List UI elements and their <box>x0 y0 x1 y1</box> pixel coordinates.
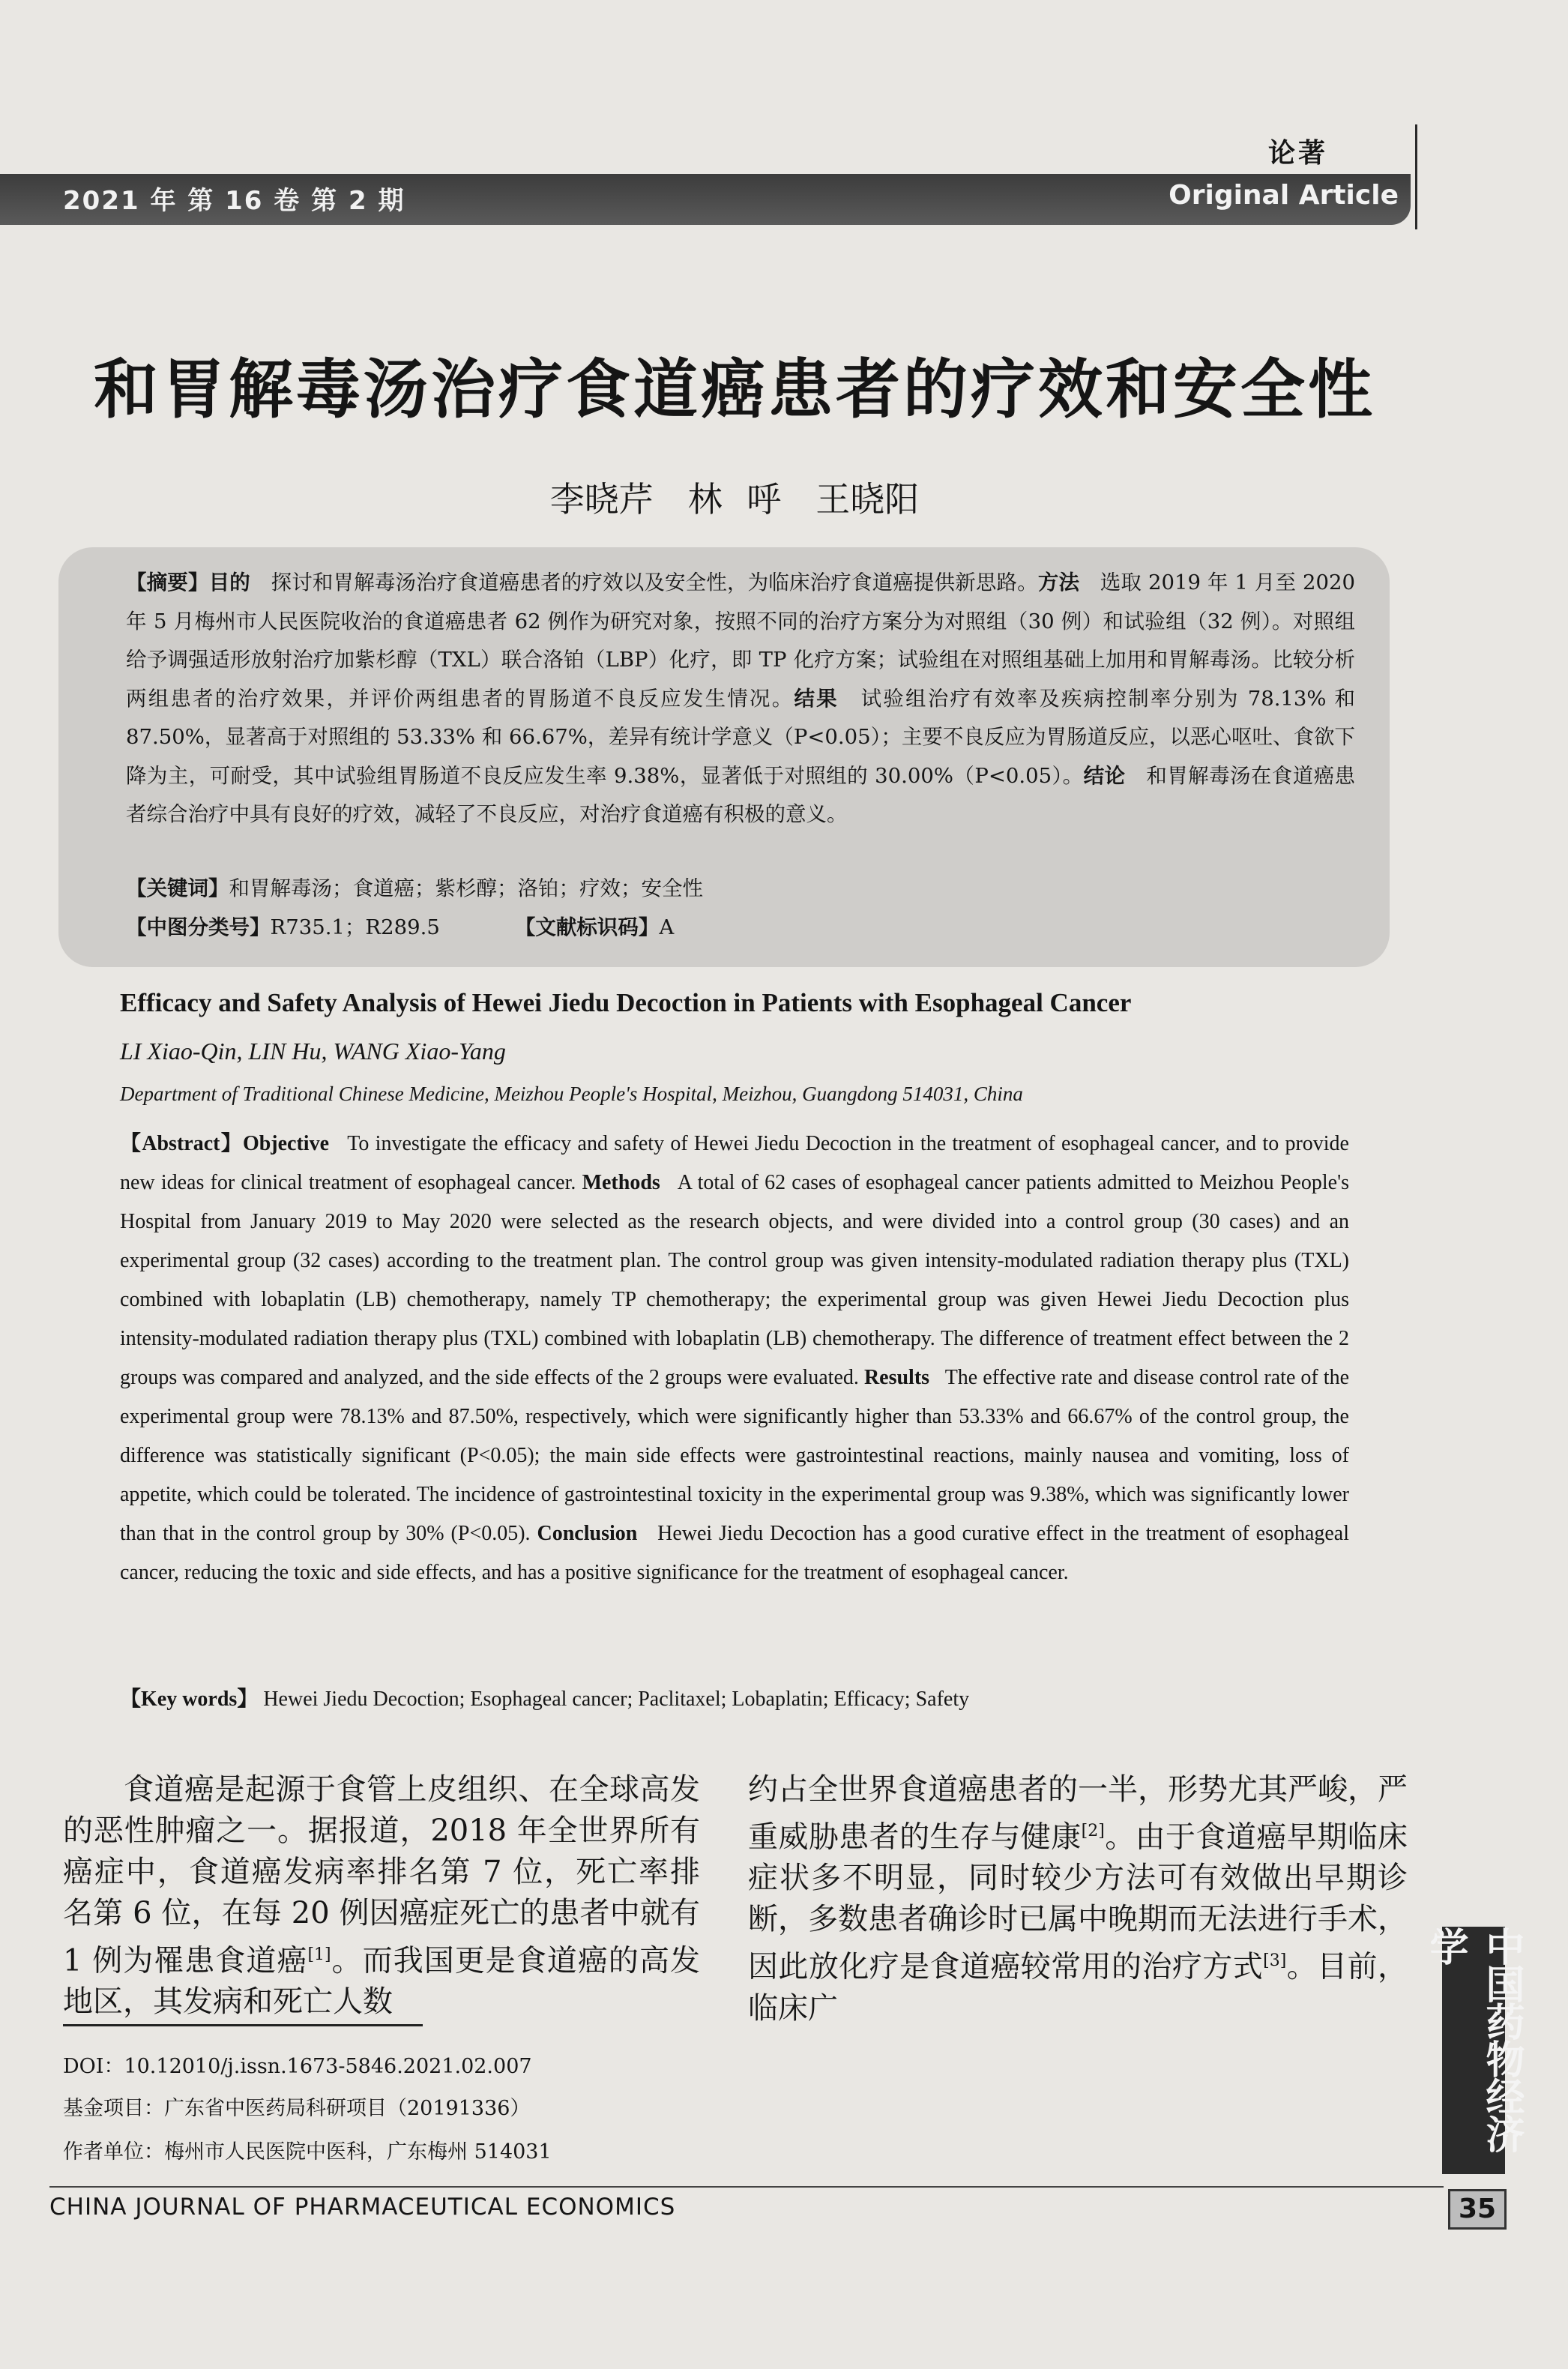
doc-code-value: A <box>659 915 675 939</box>
abstract-cn <box>126 564 1355 834</box>
body-column-left <box>63 1769 700 2023</box>
citation: [2] <box>1081 1822 1105 1840</box>
keywords-label: 【关键词】 <box>126 876 229 900</box>
citation: [1] <box>307 1945 331 1964</box>
title-en: Efficacy and Safety Analysis of Hewei Jiedu Decoction in Patients with Esophageal Cancer <box>120 988 1132 1017</box>
classification-cn <box>126 910 1355 940</box>
methods-text: 选取 2019 年 1 月至 2020 年 5 月梅州市人民医院收治的食道癌患者 62 例作为研究对象，按照不同的治疗方案分为对照组（30 例）和试验组（32 例）。对照组给予调强适形放射治疗加紫杉醇（TXL）联合洛铂（LBP）化疗，即 TP 化疗方案；试验组在对照组基础上加用和胃解毒汤。比较分析两组患者的治疗效果，并评价两组患者的胃肠道不良反应发生情况。 <box>126 571 1356 711</box>
journal-footer: CHINA JOURNAL OF PHARMACEUTICAL ECONOMICS <box>49 2194 676 2221</box>
footnote-doi: DOI：10.12010/j.issn.1673-5846.2021.02.007 <box>63 2055 532 2078</box>
objective-en-text: To investigate the efficacy and safety of Hewei Jiedu Decoction in the treatment of esophageal cancer, and to provide new ideas for clinical treatment of esophageal cancer. <box>120 1132 1349 1194</box>
methods-label: 方法 <box>1037 571 1080 594</box>
page-title: 和胃解毒汤治疗食道癌患者的疗效和安全性 <box>94 352 1375 427</box>
body-text: 。而我国更是食道癌的高发地区，其发病和死亡人数 <box>63 1943 701 2020</box>
conclusion-en-text: Hewei Jiedu Decoction has a good curative effect in the treatment of esophageal cancer, reducing the toxic and side effects, and has a positive significance for the treatment of esophageal cancer. <box>120 1522 1350 1584</box>
results-en-label: Results <box>863 1366 930 1389</box>
keywords-en-label: 【Key words】 <box>120 1688 259 1711</box>
doc-code-label: 【文献标识码】 <box>514 915 660 939</box>
keywords-cn <box>126 871 1355 901</box>
conclusion-text: 和胃解毒汤在食道癌患者综合治疗中具有良好的疗效，减轻了不良反应，对治疗食道癌有积极的意义。 <box>126 763 1356 826</box>
footnote-divider <box>63 2024 423 2026</box>
conclusion-en-label: Conclusion <box>537 1522 638 1545</box>
abstract-en-label: 【Abstract】 <box>120 1132 243 1155</box>
methods-en-text: A total of 62 cases of esophageal cancer patients admitted to Meizhou People's Hospital from January 2019 to May 2020 were selected as the research objects, and were divided into a control group (30 cases) and an experimental group (32 cases) according to the treatment plan. The control group was given intensity-modulated radiation therapy plus (TXL) combined with lobaplatin (LB) chemotherapy, namely TP chemotherapy; the experimental group was given Hewei Jiedu Decoction plus intensity-modulated radiation therapy plus (TXL) combined with lobaplatin (LB) chemotherapy. The difference of treatment effect between the 2 groups was compared and analyzed, and the side effects of the 2 groups were evaluated. <box>120 1171 1350 1389</box>
keywords-text: 和胃解毒汤；食道癌；紫杉醇；洛铂；疗效；安全性 <box>229 876 703 900</box>
article-type: Original Article <box>1169 180 1399 211</box>
section-label: 论著 <box>1267 137 1328 169</box>
abstract-label: 【摘要】 <box>126 571 209 594</box>
results-text: 试验组治疗有效率及疾病控制率分别为 78.13% 和 87.50%，显著高于对照组的 53.33% 和 66.67%，差异有统计学意义（P<0.05）；主要不良反应为胃肠道反应，以恶心呕吐、食欲下降为主，可耐受，其中试验组胃肠道不良反应发生率 9.38%，显著低于对照组的 30.00%（P<0.05）。 <box>126 686 1356 788</box>
methods-en-label: Methods <box>582 1171 660 1194</box>
body-text: 。目前，临床广 <box>748 1949 1408 2026</box>
issue-info: 2021 年 第 16 卷 第 2 期 <box>63 186 405 216</box>
header-divider <box>1415 124 1417 229</box>
keywords-en-text: Hewei Jiedu Decoction; Esophageal cancer; Paclitaxel; Lobaplatin; Efficacy; Safety <box>263 1688 970 1711</box>
results-en-text: The effective rate and disease control rate of the experimental group were 78.13% and 87.50%, respectively, which were significantly higher than 53.33% and 66.67% of the control group, the difference was statistically significant (P<0.05); the main side effects were gastrointestinal reactions, mainly nausea and vomiting, loss of appetite, which could be tolerated. The incidence of gastrointestinal toxicity in the experimental group was 9.38%, which was significantly lower than that in the control group by 30% (P<0.05). <box>120 1366 1349 1545</box>
class-value: R735.1；R289.5 <box>270 915 440 939</box>
conclusion-label: 结论 <box>1083 763 1126 788</box>
footer-divider <box>49 2186 1444 2188</box>
class-label: 【中图分类号】 <box>126 915 271 939</box>
results-label: 结果 <box>794 686 839 711</box>
footnote-fund: 基金项目：广东省中医药局科研项目（20191336） <box>63 2097 531 2120</box>
citation: [3] <box>1263 1951 1287 1971</box>
objective-text: 探讨和胃解毒汤治疗食道癌患者的疗效以及安全性，为临床治疗食道癌提供新思路。 <box>271 571 1038 594</box>
authors-en: LI Xiao-Qin, LIN Hu, WANG Xiao-Yang <box>120 1038 506 1065</box>
abstract-en <box>120 1125 1349 1592</box>
objective-label: 目的 <box>208 571 250 594</box>
body-text: 约占全世界食道癌患者的一半，形势尤其严峻，严重威胁患者的生存与健康 <box>748 1772 1408 1855</box>
page-number: 35 <box>1448 2189 1507 2230</box>
body-text: 。由于食道癌早期临床症状多不明显，同时较少方法可有效做出早期诊断，多数患者确诊时已属中晚期而无法进行手术，因此放化疗是食道癌较常用的治疗方式 <box>748 1819 1408 1984</box>
keywords-en <box>120 1682 1349 1712</box>
affiliation-en: Department of Traditional Chinese Medicine, Meizhou People's Hospital, Meizhou, Guangdong 514031, China <box>120 1083 1023 1105</box>
objective-en-label: Objective <box>242 1132 330 1155</box>
authors-cn: 李晓芹 林 呼 王晓阳 <box>549 479 920 520</box>
side-tab-label: 中国药物经济学 <box>1423 1927 1524 2152</box>
footnote-unit: 作者单位：梅州市人民医院中医科，广东梅州 514031 <box>63 2140 552 2164</box>
body-text: 食道癌是起源于食管上皮组织、在全球高发的恶性肿瘤之一。据报道，2018 年全世界所有癌症中，食道癌发病率排名第 7 位，死亡率排名第 6 位，在每 20 例因癌症死亡的患者中就有 1 例为罹患食道癌 <box>63 1772 700 1978</box>
body-column-right <box>748 1769 1408 2029</box>
